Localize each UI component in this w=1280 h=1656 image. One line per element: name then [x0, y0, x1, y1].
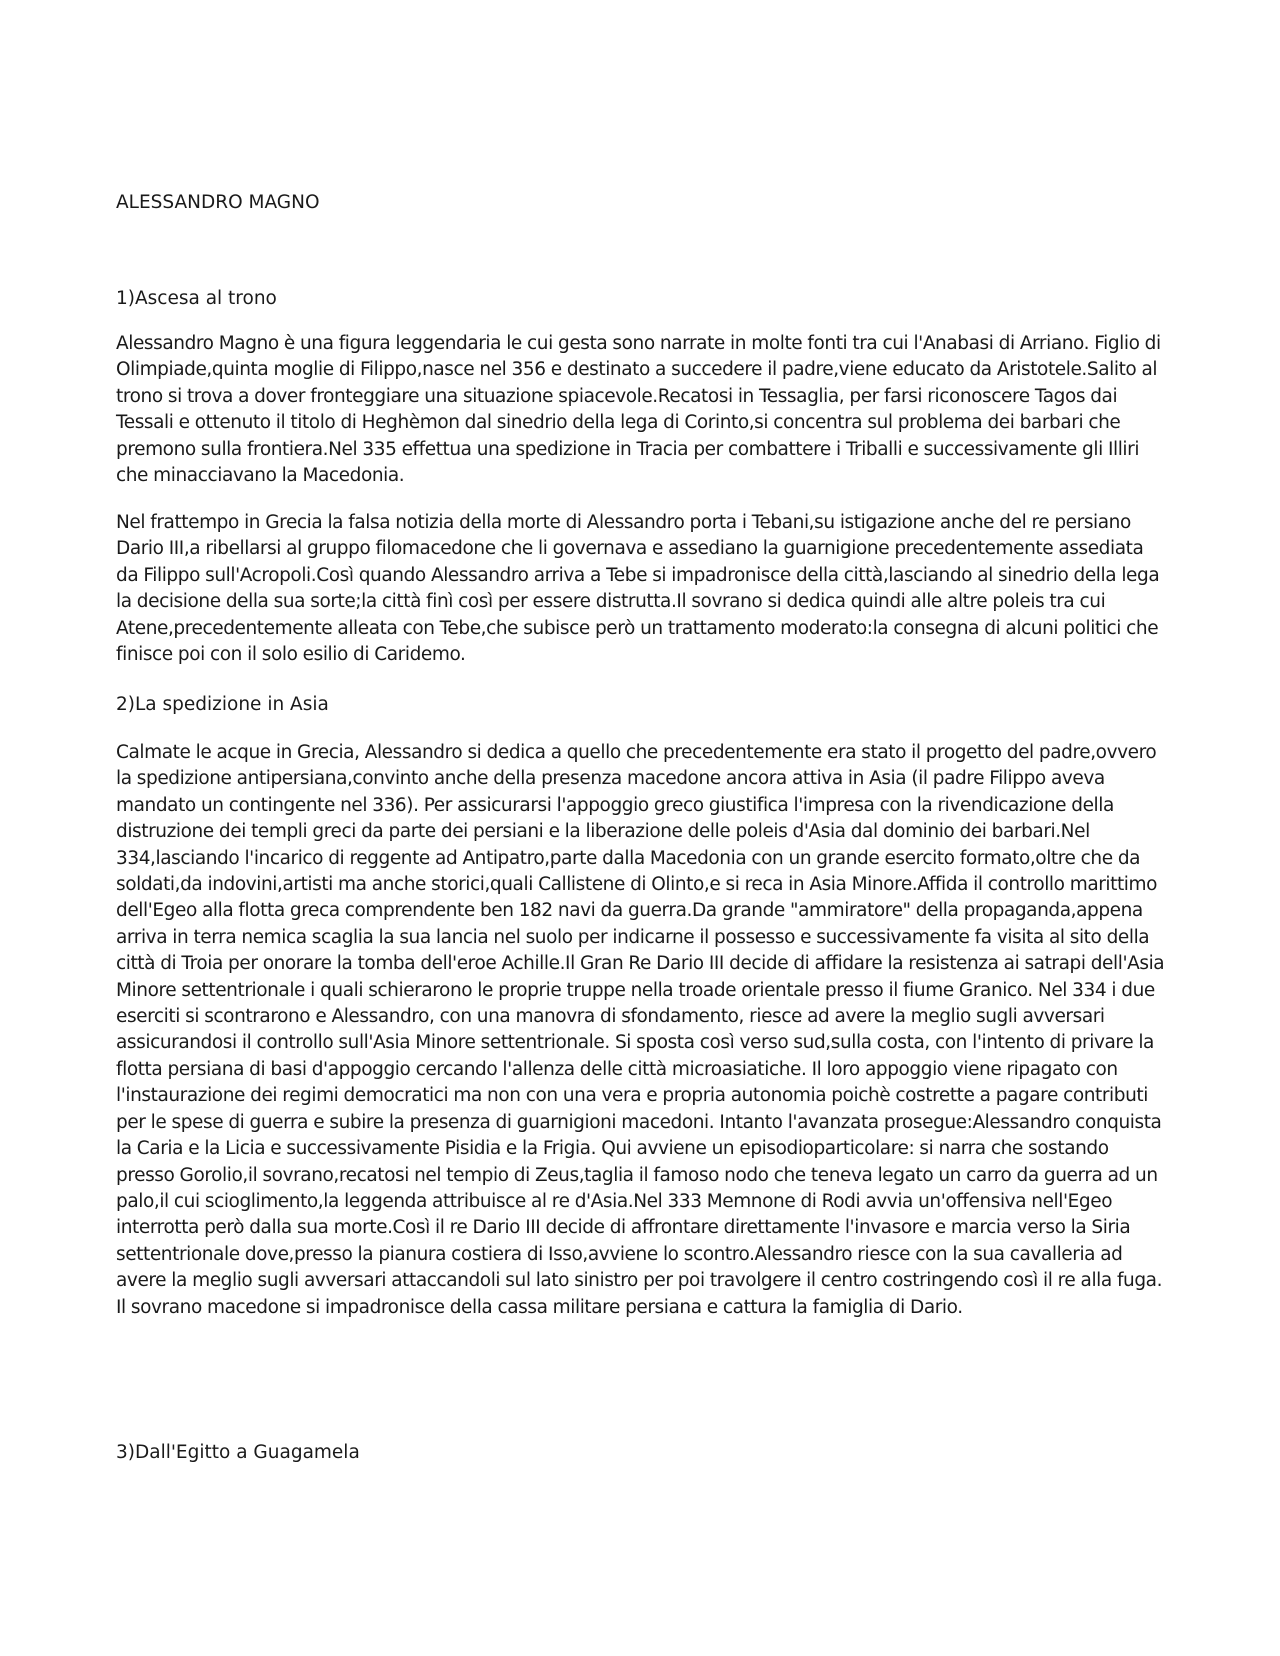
section-heading-ascesa: 1)Ascesa al trono — [116, 288, 277, 309]
document-title: ALESSANDRO MAGNO — [116, 192, 320, 213]
paragraph: Alessandro Magno è una figura leggendaria le cui gesta sono narrate in molte fonti tra cui l'Anabasi di Arriano. Figlio di Olimpiade,quinta moglie di Filippo,nasce nel 356 e destinato a succedere il padre,viene educato da Aristotele.Salito al trono si trova a dover fronteggiare una situazione spiacevole.Recatosi in Tessaglia, per farsi riconoscere Tagos dai Tessali e ottenuto il titolo di Heghèmon dal sinedrio della lega di Corinto,si concentra sul problema dei barbari che premono sulla frontiera.Nel 335 effettua una spedizione in Tracia per combattere i Triballi e successivamente gli Illiri che minacciavano la Macedonia. — [116, 333, 1161, 487]
section-heading-spedizione: 2)La spedizione in Asia — [116, 694, 329, 715]
paragraph: Nel frattempo in Grecia la falsa notizia della morte di Alessandro porta i Tebani,su istigazione anche del re persiano Dario III,a ribellarsi al gruppo filomacedone che li governava e assediano la guarnigione precedentemente assediata da Filippo sull'Acropoli.Così quando Alessandro arriva a Tebe si impadronisce della città,lasciando al sinedrio della lega la decisione della sua sorte;la città finì così per essere distrutta.Il sovrano si dedica quindi alle altre poleis tra cui Atene,precedentemente alleata con Tebe,che subisce però un trattamento moderato:la consegna di alcuni politici che finisce poi con il solo esilio di Caridemo. — [116, 512, 1160, 666]
paragraph: Calmate le acque in Grecia, Alessandro si dedica a quello che precedentemente era stato il progetto del padre,ovvero la spedizione antipersiana,convinto anche della presenza macedone ancora attiva in Asia (il padre Filippo aveva mandato un contingente nel 336). Per assicurarsi l'appoggio greco giustifica l'impresa con la rivendicazione della distruzione dei templi greci da parte dei persiani e la liberazione delle poleis d'Asia dal dominio dei barbari.Nel 334,lasciando l'incarico di reggente ad Antipatro,parte dalla Macedonia con un grande esercito formato,oltre che da soldati,da indovini,artisti ma anche storici,quali Callistene di Olinto,e si reca in Asia Minore.Affida il controllo marittimo dell'Egeo alla flotta greca comprendente ben 182 navi da guerra.Da grande "ammiratore" della propaganda,appena arriva in terra nemica scaglia la sua lancia nel suolo per indicarne il possesso e successivamente fa visita al sito della città di Troia per onorare la tomba dell'eroe Achille.Il Gran Re Dario III decide di affidare la resistenza ai satrapi dell'Asia Minore settentrionale i quali schierarono le proprie truppe nella troade orientale presso il fiume Granico. Nel 334 i due eserciti si scontrarono e Alessandro, con una manovra di sfondamento, riesce ad avere la meglio sugli avversari assicurandosi il controllo sull'Asia Minore settentrionale. Si sposta così verso sud,sulla costa, con l'intento di privare la flotta persiana di basi d'appoggio cercando l'allenza delle città microasiatiche. Il loro appoggio viene ripagato con l'instaurazione dei regimi democratici ma non con una vera e propria autonomia poichè costrette a pagare contributi per le spese di guerra e subire la presenza di guarnigioni macedoni. Intanto l'avanzata prosegue:Alessandro conquista la Caria e la Licia e successivamente Pisidia e la Frigia. Qui avviene un episodioparticolare: si narra che sostando presso Gorolio,il sovrano,recatosi nel tempio di Zeus,taglia il famoso nodo che teneva legato un carro da guerra ad un palo,il cui scioglimento,la leggenda attribuisce al re d'Asia.Nel 333 Memnone di Rodi avvia un'offensiva nell'Egeo interrotta però dalla sua morte.Così il re Dario III decide di affrontare direttamente l'invasore e marcia verso la Siria settentrionale dove,presso la pianura costiera di Isso,avviene lo scontro.Alessandro riesce con la sua cavalleria ad avere la meglio sugli avversari attaccandoli sul lato sinistro per poi travolgere il centro costringendo così il re alla fuga. Il sovrano macedone si impadronisce della cassa militare persiana e cattura la famiglia di Dario. — [116, 742, 1165, 1318]
section-heading-egitto: 3)Dall'Egitto a Guagamela — [116, 1442, 360, 1463]
